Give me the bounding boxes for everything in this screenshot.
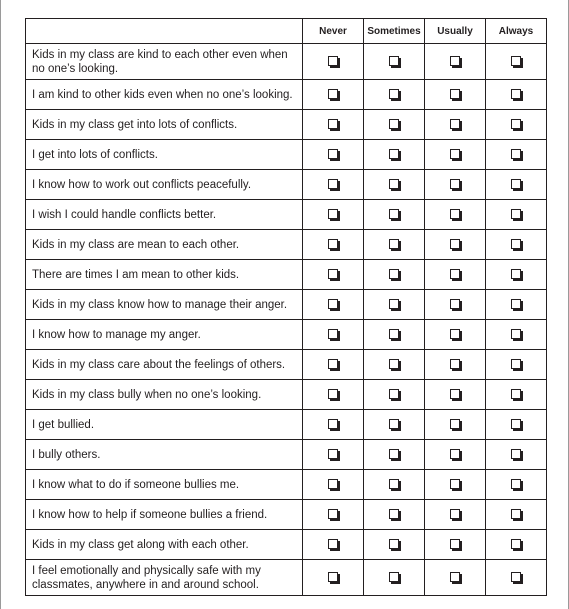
checkbox-sometimes[interactable] [389,89,399,99]
checkbox-cell-never [303,170,364,200]
checkbox-always[interactable] [511,449,521,459]
statement-text: Kids in my class bully when no one’s looking. [26,380,303,410]
checkbox-cell-always [486,380,547,410]
checkbox-usually[interactable] [450,479,460,489]
checkbox-always[interactable] [511,239,521,249]
statement-text: I know what to do if someone bullies me. [26,470,303,500]
checkbox-cell-usually [425,260,486,290]
checkbox-cell-always [486,290,547,320]
checkbox-always[interactable] [511,572,521,582]
checkbox-cell-never [303,410,364,440]
checkbox-sometimes[interactable] [389,329,399,339]
statement-text: I feel emotionally and physically safe with my classmates, anywhere in and around school. [26,560,303,596]
checkbox-cell-always [486,170,547,200]
survey-row [26,470,547,500]
checkbox-never[interactable] [328,149,338,159]
statement-text: I know how to manage my anger. [26,320,303,350]
checkbox-usually[interactable] [450,539,460,549]
checkbox-sometimes[interactable] [389,209,399,219]
checkbox-cell-usually [425,530,486,560]
checkbox-cell-sometimes [364,350,425,380]
checkbox-cell-never [303,44,364,80]
checkbox-usually[interactable] [450,269,460,279]
checkbox-usually[interactable] [450,209,460,219]
checkbox-cell-usually [425,290,486,320]
statement-text: There are times I am mean to other kids. [26,260,303,290]
checkbox-usually[interactable] [450,419,460,429]
checkbox-cell-always [486,440,547,470]
survey-row [26,440,547,470]
checkbox-always[interactable] [511,419,521,429]
survey-row [26,230,547,260]
statement-column-header [26,19,303,44]
checkbox-cell-never [303,350,364,380]
checkbox-cell-never [303,320,364,350]
checkbox-usually[interactable] [450,56,460,66]
checkbox-cell-usually [425,80,486,110]
checkbox-cell-always [486,140,547,170]
checkbox-cell-sometimes [364,440,425,470]
checkbox-sometimes[interactable] [389,299,399,309]
checkbox-never[interactable] [328,572,338,582]
checkbox-usually[interactable] [450,239,460,249]
checkbox-cell-usually [425,320,486,350]
checkbox-cell-always [486,410,547,440]
checkbox-cell-always [486,320,547,350]
checkbox-cell-sometimes [364,260,425,290]
checkbox-usually[interactable] [450,329,460,339]
checkbox-usually[interactable] [450,179,460,189]
checkbox-never[interactable] [328,539,338,549]
statement-text: Kids in my class know how to manage their anger. [26,290,303,320]
checkbox-sometimes[interactable] [389,179,399,189]
checkbox-never[interactable] [328,89,338,99]
checkbox-never[interactable] [328,449,338,459]
survey-row [26,320,547,350]
checkbox-cell-never [303,530,364,560]
checkbox-cell-usually [425,440,486,470]
checkbox-sometimes[interactable] [389,119,399,129]
checkbox-cell-usually [425,500,486,530]
checkbox-never[interactable] [328,209,338,219]
checkbox-always[interactable] [511,269,521,279]
column-header-always: Always [486,19,547,44]
survey-row [26,350,547,380]
checkbox-cell-sometimes [364,380,425,410]
checkbox-cell-sometimes [364,230,425,260]
checkbox-never[interactable] [328,299,338,309]
checkbox-always[interactable] [511,539,521,549]
checkbox-never[interactable] [328,389,338,399]
checkbox-usually[interactable] [450,509,460,519]
checkbox-never[interactable] [328,329,338,339]
checkbox-never[interactable] [328,359,338,369]
checkbox-cell-always [486,200,547,230]
survey-table [25,18,547,596]
checkbox-always[interactable] [511,389,521,399]
checkbox-sometimes[interactable] [389,359,399,369]
statement-text: Kids in my class are mean to each other. [26,230,303,260]
survey-row [26,260,547,290]
column-header-usually: Usually [425,19,486,44]
checkbox-always[interactable] [511,299,521,309]
checkbox-cell-always [486,560,547,596]
survey-row [26,380,547,410]
checkbox-cell-always [486,110,547,140]
checkbox-sometimes[interactable] [389,269,399,279]
checkbox-always[interactable] [511,329,521,339]
checkbox-cell-sometimes [364,140,425,170]
survey-body [26,44,547,596]
survey-row [26,410,547,440]
checkbox-cell-sometimes [364,200,425,230]
checkbox-cell-always [486,350,547,380]
checkbox-never[interactable] [328,509,338,519]
checkbox-always[interactable] [511,359,521,369]
checkbox-cell-never [303,290,364,320]
survey-row [26,530,547,560]
checkbox-sometimes[interactable] [389,572,399,582]
checkbox-always[interactable] [511,479,521,489]
checkbox-cell-sometimes [364,530,425,560]
statement-text: Kids in my class get into lots of conflicts. [26,110,303,140]
checkbox-cell-usually [425,200,486,230]
checkbox-cell-always [486,44,547,80]
statement-text: I know how to help if someone bullies a friend. [26,500,303,530]
checkbox-always[interactable] [511,509,521,519]
checkbox-never[interactable] [328,269,338,279]
statement-text: Kids in my class get along with each other. [26,530,303,560]
checkbox-cell-sometimes [364,110,425,140]
checkbox-cell-sometimes [364,44,425,80]
checkbox-never[interactable] [328,239,338,249]
checkbox-cell-sometimes [364,470,425,500]
survey-row [26,110,547,140]
checkbox-cell-always [486,230,547,260]
survey-row [26,44,547,80]
checkbox-cell-never [303,260,364,290]
checkbox-usually[interactable] [450,572,460,582]
checkbox-cell-usually [425,470,486,500]
checkbox-sometimes[interactable] [389,149,399,159]
checkbox-cell-never [303,230,364,260]
checkbox-cell-never [303,110,364,140]
checkbox-cell-always [486,500,547,530]
checkbox-cell-sometimes [364,320,425,350]
checkbox-cell-never [303,470,364,500]
checkbox-always[interactable] [511,119,521,129]
statement-text: I get bullied. [26,410,303,440]
checkbox-sometimes[interactable] [389,389,399,399]
checkbox-cell-sometimes [364,80,425,110]
checkbox-cell-always [486,80,547,110]
survey-header [26,19,547,44]
checkbox-cell-always [486,530,547,560]
checkbox-always[interactable] [511,56,521,66]
checkbox-sometimes[interactable] [389,419,399,429]
checkbox-cell-always [486,260,547,290]
checkbox-never[interactable] [328,179,338,189]
checkbox-usually[interactable] [450,389,460,399]
checkbox-cell-usually [425,170,486,200]
checkbox-cell-never [303,200,364,230]
checkbox-never[interactable] [328,119,338,129]
checkbox-always[interactable] [511,209,521,219]
checkbox-sometimes[interactable] [389,539,399,549]
survey-row [26,500,547,530]
statement-text: I bully others. [26,440,303,470]
checkbox-cell-usually [425,44,486,80]
checkbox-cell-sometimes [364,170,425,200]
checkbox-cell-never [303,140,364,170]
checkbox-cell-always [486,470,547,500]
checkbox-sometimes[interactable] [389,479,399,489]
statement-text: I wish I could handle conflicts better. [26,200,303,230]
survey-row [26,140,547,170]
checkbox-cell-usually [425,560,486,596]
checkbox-always[interactable] [511,149,521,159]
checkbox-usually[interactable] [450,119,460,129]
checkbox-cell-never [303,380,364,410]
checkbox-cell-never [303,500,364,530]
checkbox-sometimes[interactable] [389,239,399,249]
statement-text: Kids in my class are kind to each other even when no one’s looking. [26,44,303,80]
statement-text: I know how to work out conflicts peacefully. [26,170,303,200]
checkbox-cell-never [303,440,364,470]
checkbox-cell-never [303,80,364,110]
checkbox-never[interactable] [328,56,338,66]
checkbox-sometimes[interactable] [389,509,399,519]
checkbox-sometimes[interactable] [389,56,399,66]
column-header-never: Never [303,19,364,44]
statement-text: I get into lots of conflicts. [26,140,303,170]
checkbox-cell-never [303,560,364,596]
checkbox-cell-usually [425,410,486,440]
survey-row [26,170,547,200]
checkbox-cell-sometimes [364,500,425,530]
survey-row [26,80,547,110]
checkbox-cell-usually [425,350,486,380]
checkbox-always[interactable] [511,89,521,99]
checkbox-cell-sometimes [364,410,425,440]
checkbox-cell-usually [425,140,486,170]
checkbox-cell-usually [425,110,486,140]
checkbox-cell-sometimes [364,560,425,596]
checkbox-usually[interactable] [450,89,460,99]
checkbox-sometimes[interactable] [389,449,399,459]
statement-text: I am kind to other kids even when no one’s looking. [26,80,303,110]
checkbox-usually[interactable] [450,449,460,459]
checkbox-usually[interactable] [450,299,460,309]
checkbox-cell-sometimes [364,290,425,320]
header-row [26,19,547,44]
survey-row [26,200,547,230]
checkbox-usually[interactable] [450,149,460,159]
survey-row [26,290,547,320]
checkbox-never[interactable] [328,479,338,489]
checkbox-usually[interactable] [450,359,460,369]
statement-text: Kids in my class care about the feelings of others. [26,350,303,380]
checkbox-cell-usually [425,230,486,260]
checkbox-always[interactable] [511,179,521,189]
column-header-sometimes: Sometimes [364,19,425,44]
survey-row [26,560,547,596]
checkbox-cell-usually [425,380,486,410]
checkbox-never[interactable] [328,419,338,429]
